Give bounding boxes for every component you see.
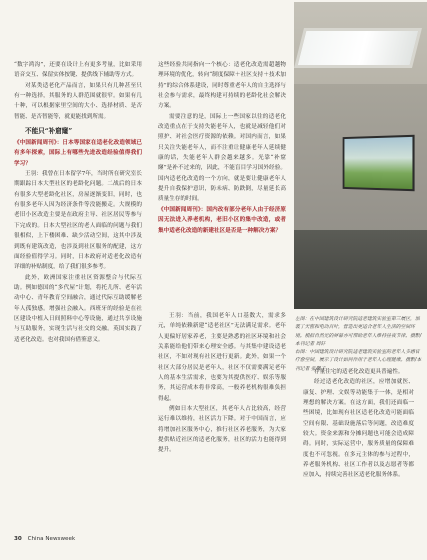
article-column-middle bbox=[158, 60, 286, 236]
paragraph: 经过适老化改造的社区，应增加就医、康复、护理、文娱等功能集于一体，是相对理想的解决方案。在这方面，我们还面临一些困境，比如现有社区适老化改造可能面临空间有限、基础设施落后等问题，改造难度较大。资金来源和分摊问题也可能会造成障碍。同时，实际运营中，服务质量的保障难度也不可忽视。在多元主体的参与过程中，养老服务机构、社区工作者以及志愿者等都应加入，持续完善社区适老化服务体系。 bbox=[303, 379, 414, 479]
skylight-room-photo bbox=[294, 2, 427, 309]
interview-question: 《中国新闻周刊》：国内改有部分老年人由于经济原因无法进入养老机构，老旧小区的集中改造，或者集中适老化改造的新建社区是否是一种解决方案？ bbox=[158, 206, 286, 234]
paragraph: 例如日本大型社区，其老年人占比较高，经营运行难以维持，社区活力下降。对于中国而言，应将增加社区服务中心，推行社区养老服务，为大家提供贴近社区的适老化服务，社区的活力也能得到提升。 bbox=[158, 406, 286, 454]
article-column-left bbox=[14, 60, 142, 345]
paragraph: 王羽：我曾在日本留学7年，当时所在研究室长期跟踪日本大型社区的老龄化问题。二战后的日本有很多大型老龄化社区，房屋逐渐变旧，同时，也有很多老年人因为经济条件等没能搬走。大规模的老旧小区改造主要是在政府主导、社区居民等参与下完成的。日本大型社区的老人面临的问题与我们很相似，上下楼困难、缺少活动空间，这其中涉及到既有建筑改造，也涉及到社区服务的配建，这方面经验值得学习。同时，日本政府对适老化改造有详细的补贴制度，给了我们很多参考。 bbox=[14, 171, 142, 271]
paragraph: 对某类适老化产品而言，如果只有几种甚至只有一种选择，其服务的人群范围就很窄。如果有几十种，可以根据家里空间的大小、选择材质、是否智能、是否智能等，就更能找到所需。 bbox=[14, 82, 142, 120]
skylight-window bbox=[294, 28, 422, 68]
magazine-name: China Newsweek bbox=[27, 536, 76, 542]
interview-question: 《中国新闻周刊》：日本等国家在适老化改造领域已有多年探索，国际上有哪些先进改造经验值得我们学习？ bbox=[14, 140, 142, 167]
paragraph: 王羽：当前，我国老年人口基数大，需求多元，单纯依赖新建“适老社区”无法满足需求。老年人更偏好居家养老，主要是熟悉的社区环境和社会关系能给他们带来心理安全感。与其集中建设适老社区，不如对现有社区进行更新。此外，如果一个社区大部分居民是老年人，社区不仅需要满足老年人的基本生活需求，也要为其提供医疗、娱乐等服务，其运营成本将非常高，一般养老机构很难负担得起。 bbox=[158, 313, 286, 402]
page-footer bbox=[14, 536, 75, 542]
paragraph: 需要注意的是，国际上一些国家以往的适老化改造重点在于支持失能老年人，也就是减轻他们对照护、对社会医疗资源的依赖。对国内而言，如果只关注失能老年人，而不注重让健康老年人延续健康的话，失能老年人群会越来越多。光靠“补窟窿”是补不过来的，因此，不能盲目学习国外经验。国内适老化改造的一个方向，就是要让健康老年人提升自我保护意识，防未病、防跌倒，尽量延长高质量生存的时间。 bbox=[158, 113, 286, 203]
paragraph: 存量住宅的适老化改造更具普遍性。 bbox=[314, 369, 404, 375]
paragraph: 此外，欧洲国家注重社区资源整合与代际互助。例如德国的“多代屋”计划，将托儿所、老年活动中心、青年教育空间融合，通过代际互助缓解老年人孤独感。增强社会融入。西班牙的经验是在社区建设中植入日间照料中心等设施，通过共享设施与互助服务，实现生活与社交的交融。英国实践了适老化改造。也对我国有借鉴意义。 bbox=[14, 274, 142, 343]
room-floor bbox=[294, 230, 427, 309]
page-number: 30 bbox=[14, 536, 22, 542]
photo-caption: 左图：在中国建筑设计研究院适老建筑实验室第三展区，加装了天窗和电动百叶，营造出更适合老年人生活的空间环境。模拟自然光的屏幕亦可帮助老年人维持昼夜节律。摄影/本刊记者 周轩 右图：中国建筑设计研究院适老建筑实验室的老年人多感官疗愈空间，展示了设计如何作用于老年人心理健康。摄影/本刊记者 张馨子 bbox=[295, 317, 422, 372]
paragraph: “数字鸿沟”，还要在设计上有更多考量，比如采用语音交互、保留实体按键、提供线下辅助等方式。 bbox=[14, 62, 142, 79]
paragraph: 这些经验共同指向一个核心：适老化改造需超越物理环境的优化，转向“制度保障＋社区支持＋技术加持”的综合体系建设，同时尊重老年人的自主选择与社会参与需求，最终构建可持续的老龄化社会解决方案。 bbox=[158, 62, 286, 110]
section-heading: 不能只“补窟窿” bbox=[25, 127, 73, 136]
nature-display-screen bbox=[343, 135, 415, 192]
article-column-right bbox=[303, 367, 414, 481]
article-column-middle-lower bbox=[158, 311, 286, 456]
